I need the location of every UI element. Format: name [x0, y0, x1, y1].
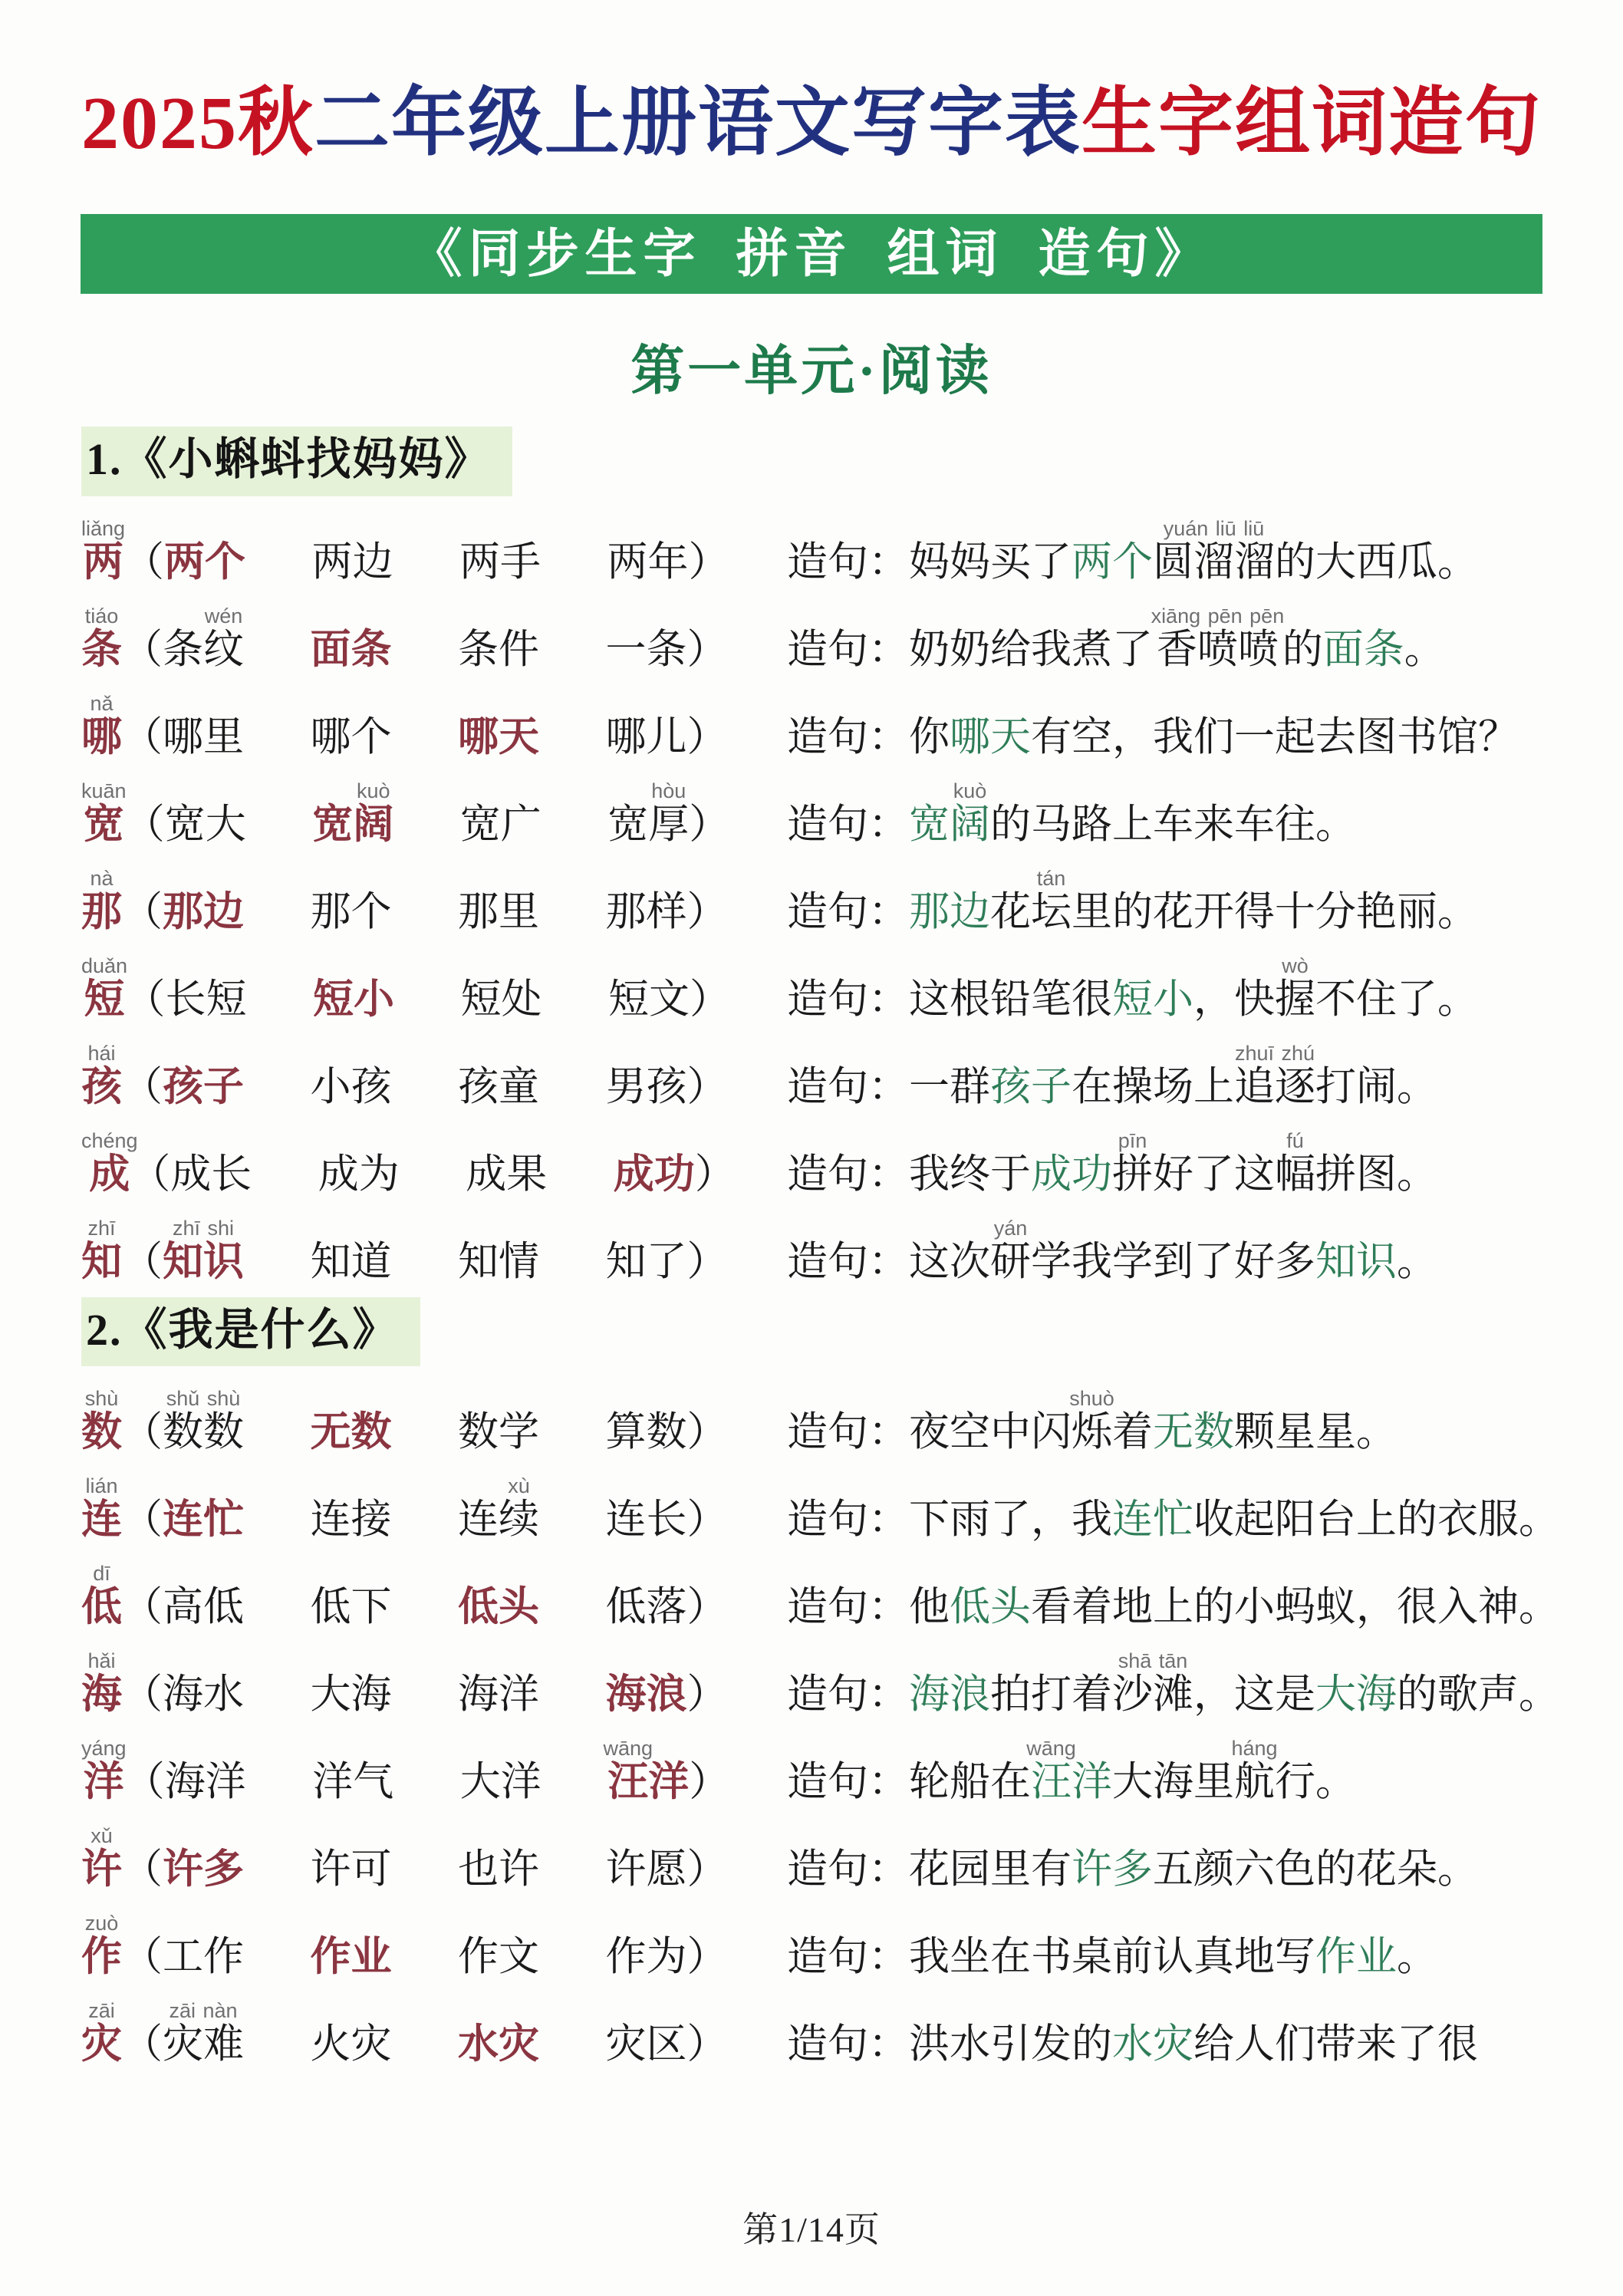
entry-sentence — [787, 1216, 1623, 1284]
pinyin-annotation: fú — [1275, 1128, 1315, 1152]
text-segment — [244, 1410, 311, 1454]
text-segment: 灾难zāi nàn — [163, 1999, 244, 2067]
headword-character: 成chéng — [81, 1128, 138, 1197]
zaoju-label: 造句： — [787, 1847, 909, 1892]
zaoju-label: 造句： — [787, 889, 909, 934]
text-segment: ） — [686, 1935, 728, 1980]
text-segment: 拼pīn — [1112, 1128, 1153, 1197]
entry-row — [81, 937, 1623, 1024]
entry-row — [81, 1544, 1623, 1632]
text-segment: ） — [686, 1239, 728, 1284]
text-segment: 海浪 — [605, 1672, 687, 1718]
entry-words — [81, 866, 787, 934]
text-segment: 幅fú — [1275, 1128, 1315, 1197]
headword-character: 宽kuān — [81, 779, 127, 847]
entry-sentence — [787, 716, 1623, 759]
zaoju-label: 造句： — [787, 802, 909, 847]
text-segment: ） — [686, 2022, 728, 2067]
zaoju-label: 造句： — [787, 1497, 909, 1543]
pinyin-annotation: zāi — [81, 1999, 122, 2023]
pinyin-annotation: duǎn — [81, 954, 128, 977]
text-segment: 孩子 — [163, 1064, 244, 1109]
text-segment: 握wò — [1275, 954, 1315, 1022]
zaoju-label: 造句： — [787, 1935, 909, 1980]
text-segment: 宽广 宽 — [393, 802, 649, 847]
text-segment: 两个 — [164, 539, 246, 585]
text-segment: 沙滩shā tān — [1112, 1649, 1193, 1718]
text-segment: 花 — [990, 889, 1031, 934]
text-segment: 那个 那里 那样 — [244, 889, 687, 934]
pinyin-annotation: yán — [990, 1216, 1031, 1240]
entry-row — [81, 1632, 1623, 1719]
text-segment: 拼图。 — [1315, 1151, 1437, 1197]
zaoju-label: 造句： — [787, 1151, 909, 1197]
text-segment: 成功 — [613, 1151, 695, 1197]
text-segment: 收起阳台上的衣服。 — [1193, 1497, 1559, 1543]
zaoju-label: 造句： — [787, 1239, 909, 1284]
text-segment: 连长 — [539, 1497, 687, 1543]
text-segment: 洪水引发的 — [909, 2022, 1112, 2067]
text-segment: 低落 — [539, 1585, 687, 1630]
text-segment: 大海里 — [1112, 1760, 1234, 1805]
text-segment: ） — [686, 1847, 728, 1892]
text-segment: 打闹。 — [1315, 1064, 1437, 1109]
entry-words — [81, 1564, 787, 1629]
text-segment: （条 — [122, 627, 203, 672]
text-segment: 许多 — [1072, 1847, 1153, 1892]
text-segment: 孩子 — [990, 1064, 1072, 1109]
page-number: 第1/14页 — [742, 2210, 881, 2249]
pinyin-annotation: hòu — [648, 779, 690, 802]
text-segment: （ — [123, 539, 165, 585]
text-segment: 。 — [1397, 1239, 1437, 1284]
page-title-part-2: 二年级上册语文写字表 — [314, 82, 1081, 165]
text-segment: （工作 — [122, 1935, 311, 1980]
text-segment: 汪wāng — [1026, 1737, 1076, 1805]
text-segment: ） — [686, 714, 728, 759]
text-segment: ） — [688, 539, 729, 585]
entry-words — [81, 2001, 787, 2066]
text-segment: 洋 — [648, 1760, 690, 1805]
pinyin-annotation: wāng — [603, 1737, 653, 1761]
text-segment: 低头 — [458, 1585, 539, 1630]
text-segment: 航háng — [1231, 1737, 1278, 1805]
text-segment: 作文 作为 — [391, 1935, 687, 1980]
pinyin-annotation: zhī shi — [163, 1216, 244, 1240]
text-segment: 里的花开得十分艳丽。 — [1072, 889, 1478, 934]
headword-character: 数shù — [81, 1387, 122, 1455]
entry-row — [81, 674, 1623, 762]
lesson-list — [81, 427, 1623, 2069]
entry-row — [81, 1981, 1623, 2069]
text-segment: 他 — [909, 1585, 950, 1630]
entry-words — [81, 604, 787, 672]
text-segment: ） — [689, 1760, 730, 1805]
text-segment — [244, 628, 311, 672]
text-segment: ，这是 — [1193, 1672, 1315, 1718]
text-segment: （ — [122, 1497, 163, 1543]
pinyin-annotation: pīn — [1112, 1128, 1153, 1152]
zaoju-label: 造句： — [787, 1585, 909, 1630]
entry-words — [81, 1128, 787, 1197]
entry-sentence — [787, 1848, 1623, 1891]
entry-sentence — [787, 1649, 1623, 1718]
headword-character: 低dī — [81, 1562, 122, 1630]
text-segment: 我终于 — [909, 1151, 1031, 1197]
entry-row — [81, 1199, 1623, 1286]
text-segment: 的 — [1282, 627, 1323, 672]
pinyin-annotation: shù — [81, 1387, 122, 1411]
text-segment: 作业 — [1315, 1935, 1397, 1980]
entry-row — [81, 499, 1623, 587]
entry-row — [81, 587, 1623, 674]
text-segment: 夜空中闪 — [909, 1410, 1072, 1455]
headword-character: 洋yáng — [81, 1737, 127, 1805]
text-segment: 续xù — [499, 1474, 539, 1543]
pinyin-annotation: tiáo — [81, 604, 122, 628]
text-segment: 水灾 — [458, 2022, 539, 2067]
entry-words — [81, 1649, 787, 1718]
pinyin-annotation: kuò — [353, 779, 394, 802]
headword-character: 灾zāi — [81, 1999, 122, 2067]
text-segment: 花园里有 — [909, 1847, 1072, 1892]
text-segment: 给人们带来了很 — [1193, 2022, 1478, 2067]
headword-character: 许xǔ — [81, 1824, 122, 1892]
pinyin-annotation: kuò — [950, 779, 990, 802]
text-segment: 下雨了，我 — [909, 1497, 1112, 1543]
entry-words — [81, 1389, 787, 1454]
entry-sentence — [787, 1935, 1623, 1978]
pinyin-annotation: hǎi — [81, 1649, 122, 1673]
text-segment: 许多 — [163, 1847, 244, 1892]
pinyin-annotation: zhī — [81, 1216, 122, 1240]
text-segment: ） — [694, 1151, 736, 1197]
text-segment: 灾区 — [539, 2022, 687, 2067]
text-segment: 作业 — [310, 1935, 392, 1980]
entry-row — [81, 762, 1623, 849]
text-segment: 知识zhī shi — [163, 1216, 244, 1284]
entry-sentence — [787, 604, 1623, 672]
text-segment: 两个 — [1072, 539, 1153, 585]
text-segment: 宽 — [312, 802, 354, 847]
pinyin-annotation: wāng — [1026, 1737, 1076, 1761]
text-segment: 我坐在书桌前认真地写 — [909, 1935, 1315, 1980]
pinyin-annotation: dī — [81, 1562, 122, 1586]
entry-words — [81, 516, 787, 585]
text-segment: 哪儿 — [539, 714, 687, 759]
text-segment: 香喷喷xiāng pēn pēn — [1151, 604, 1285, 672]
entry-words — [81, 1739, 787, 1804]
zaoju-label: 造句： — [787, 1064, 909, 1109]
text-segment: 知识 — [1315, 1239, 1397, 1284]
pinyin-annotation: tán — [1031, 866, 1072, 890]
text-segment: 短小 — [1112, 977, 1193, 1022]
zaoju-label: 造句： — [787, 1672, 909, 1718]
pinyin-annotation: xǔ — [81, 1824, 122, 1848]
headword-character: 连lián — [81, 1474, 122, 1543]
pinyin-annotation: hái — [81, 1041, 122, 1065]
text-segment: 的歌声。 — [1397, 1672, 1559, 1718]
text-segment: 低头 — [950, 1585, 1031, 1630]
entry-row — [81, 1807, 1623, 1894]
text-segment: （海水 大海 海洋 — [122, 1672, 606, 1718]
text-segment: 那边 — [909, 889, 990, 934]
text-segment: （ — [122, 1410, 163, 1455]
pinyin-annotation: shuò — [1069, 1387, 1114, 1411]
zaoju-label: 造句： — [787, 1760, 909, 1805]
pinyin-annotation: xù — [499, 1474, 539, 1498]
text-segment: 着 — [1112, 1410, 1153, 1455]
zaoju-label: 造句： — [787, 977, 909, 1022]
text-segment: 圆溜溜yuán liū liū — [1153, 516, 1275, 585]
text-segment: 两边 两手 两年 — [245, 539, 689, 585]
entry-sentence — [787, 954, 1623, 1022]
text-segment: ，快 — [1193, 977, 1275, 1022]
pinyin-annotation: háng — [1231, 1737, 1278, 1761]
text-segment: 火灾 — [244, 2022, 458, 2067]
text-segment: 连忙 — [163, 1497, 244, 1543]
pinyin-annotation: wò — [1275, 954, 1315, 977]
text-segment: 的大西瓜。 — [1275, 539, 1478, 585]
pinyin-annotation: yuán liū liū — [1153, 516, 1275, 540]
entry-row — [81, 1024, 1623, 1112]
text-segment: （海洋 洋气 大洋 — [123, 1760, 608, 1805]
text-segment: （ — [122, 889, 163, 934]
text-segment: 不住了。 — [1315, 977, 1478, 1022]
text-segment: 五颜六色的花朵。 — [1153, 1847, 1478, 1892]
zaoju-label: 造句： — [787, 1410, 909, 1455]
text-segment: 汪wāng — [603, 1737, 653, 1805]
text-segment: 学我学到了好多 — [1031, 1239, 1315, 1284]
text-segment: 有空，我们一起去图书馆？ — [1031, 714, 1519, 759]
entry-sentence — [787, 866, 1623, 934]
text-segment: 那边 — [163, 889, 244, 934]
entry-words — [81, 954, 787, 1022]
text-segment: 颗星星。 — [1234, 1410, 1397, 1455]
entry-sentence — [787, 1128, 1623, 1197]
entry-sentence — [787, 1498, 1623, 1541]
text-segment: （高低 低下 — [122, 1585, 458, 1630]
text-segment: 哪天 — [458, 714, 539, 759]
text-segment: 。 — [1404, 627, 1445, 672]
pinyin-annotation: lián — [81, 1474, 122, 1498]
text-segment: 大海 — [1315, 1672, 1397, 1718]
headword-character: 条tiáo — [81, 604, 122, 672]
text-segment: 一群 — [909, 1064, 990, 1109]
headword-character: 短duǎn — [81, 954, 128, 1022]
entry-words — [81, 1914, 787, 1978]
text-segment: ） — [689, 802, 730, 847]
page-title — [0, 0, 1623, 171]
entry-sentence — [787, 2023, 1623, 2066]
text-segment: ） — [686, 1497, 728, 1543]
text-segment: 短小 — [313, 977, 395, 1022]
text-segment: 面条 — [310, 627, 392, 672]
entry-words — [81, 779, 787, 847]
entry-words — [81, 1041, 787, 1109]
entry-words — [81, 691, 787, 759]
pinyin-annotation: kuān — [81, 779, 127, 802]
zaoju-label: 造句： — [787, 627, 909, 672]
unit-heading: 第一单元·阅读 — [630, 341, 993, 401]
headword-character: 那nà — [81, 866, 122, 934]
page-title-part-3: 生字组词造句 — [1081, 82, 1542, 165]
text-segment: ） — [686, 1585, 728, 1630]
entry-row — [81, 1112, 1623, 1199]
text-segment: 轮船在 — [909, 1760, 1031, 1805]
text-segment: 面条 — [1322, 627, 1404, 672]
text-segment: （哪里 哪个 — [122, 714, 458, 759]
text-segment: ） — [686, 1064, 728, 1109]
text-segment: 洋 — [1072, 1760, 1112, 1805]
text-segment: 水灾 — [1112, 2022, 1193, 2067]
entry-words — [81, 1824, 787, 1892]
entry-sentence — [787, 1041, 1623, 1109]
text-segment: ） — [686, 627, 728, 672]
text-segment: （ — [122, 1847, 163, 1892]
text-segment: 连忙 — [1112, 1497, 1193, 1543]
banner-heading: 《同步生字 拼音 组词 造句》 — [81, 214, 1542, 294]
text-segment: 这根铅笔很 — [909, 977, 1112, 1022]
pinyin-annotation: xiāng pēn pēn — [1151, 604, 1285, 628]
zaoju-label: 造句： — [787, 714, 909, 759]
text-segment: 数数shǔ shù — [163, 1387, 244, 1455]
entry-sentence — [787, 1739, 1623, 1804]
text-segment: （成长 成为 成果 — [130, 1151, 614, 1197]
pinyin-annotation: shā tān — [1112, 1649, 1193, 1673]
pinyin-annotation: nà — [81, 866, 122, 890]
entry-row — [81, 1457, 1623, 1544]
text-segment: 的马路上车来车往。 — [990, 802, 1356, 847]
text-segment: 哪天 — [950, 714, 1031, 759]
text-segment: 条件 一条 — [391, 627, 687, 672]
text-segment: ） — [690, 977, 731, 1022]
text-segment: 无数 — [310, 1410, 392, 1455]
entry-words — [81, 1474, 787, 1543]
text-segment: ） — [686, 889, 728, 934]
headword-character: 海hǎi — [81, 1649, 122, 1718]
text-segment: 阔kuò — [950, 779, 990, 847]
text-segment: 小孩 孩童 男孩 — [244, 1064, 687, 1109]
text-segment: 知道 知情 知了 — [244, 1239, 687, 1284]
pinyin-annotation: shǔ shù — [163, 1387, 244, 1411]
text-segment: 海浪 — [909, 1672, 990, 1718]
text-segment: 坛tán — [1031, 866, 1072, 934]
text-segment: 成功 — [1031, 1151, 1112, 1197]
pinyin-annotation: wén — [203, 604, 244, 628]
text-segment: 行。 — [1275, 1760, 1356, 1805]
text-segment: 无数 — [1153, 1410, 1234, 1455]
text-segment: ） — [686, 1410, 728, 1455]
text-segment: 研yán — [990, 1216, 1031, 1284]
entry-row — [81, 849, 1623, 937]
entry-sentence — [787, 1586, 1623, 1629]
pinyin-annotation: chéng — [81, 1128, 138, 1152]
text-segment: 短处 短文 — [394, 977, 690, 1022]
text-segment: 连接 连 — [244, 1497, 499, 1543]
text-segment: （ — [122, 1064, 163, 1109]
text-segment: （宽大 — [123, 802, 313, 847]
lesson-heading: 1.《小蝌蚪找妈妈》 — [81, 427, 512, 496]
zaoju-label: 造句： — [787, 2022, 909, 2067]
entry-sentence — [787, 779, 1623, 847]
text-segment: 在操场上 — [1072, 1064, 1234, 1109]
text-segment: （ — [122, 1239, 163, 1284]
text-segment: （长短 — [124, 977, 314, 1022]
pinyin-annotation: liǎng — [81, 516, 126, 540]
zaoju-label: 造句： — [787, 539, 909, 585]
text-segment: 好了这 — [1153, 1151, 1275, 1197]
entry-sentence — [787, 516, 1623, 585]
text-segment: 数学 算数 — [391, 1410, 687, 1455]
text-segment: 你 — [909, 714, 950, 759]
pinyin-annotation: zuò — [81, 1912, 122, 1935]
pinyin-annotation: nǎ — [81, 691, 122, 715]
text-segment: 宽 — [909, 802, 950, 847]
entry-row — [81, 1369, 1623, 1457]
text-segment: 看着地上的小蚂蚁，很入神。 — [1031, 1585, 1559, 1630]
text-segment: 奶奶给我煮了 — [909, 627, 1153, 672]
text-segment: 。 — [1397, 1935, 1437, 1980]
text-segment: 许可 也许 许愿 — [244, 1847, 687, 1892]
entry-sentence — [787, 1389, 1623, 1454]
entry-row — [81, 1894, 1623, 1981]
text-segment: 阔kuò — [353, 779, 394, 847]
headword-character: 知zhī — [81, 1216, 122, 1284]
text-segment: 追逐zhuī zhú — [1234, 1041, 1315, 1109]
entry-words — [81, 1216, 787, 1284]
pinyin-annotation: zhuī zhú — [1234, 1041, 1315, 1065]
pinyin-annotation: zāi nàn — [163, 1999, 244, 2023]
entry-row — [81, 1719, 1623, 1807]
text-segment: 这次 — [909, 1239, 990, 1284]
text-segment: （ — [122, 2022, 163, 2067]
headword-character: 孩hái — [81, 1041, 122, 1109]
text-segment: 厚hòu — [648, 779, 690, 847]
headword-character: 哪nǎ — [81, 691, 122, 759]
lesson-heading: 2.《我是什么》 — [81, 1297, 420, 1367]
text-segment: 纹wén — [203, 604, 244, 672]
pinyin-annotation: yáng — [81, 1737, 127, 1761]
text-segment: 烁shuò — [1069, 1387, 1114, 1455]
page-title-part-1: 2025秋 — [81, 82, 314, 165]
headword-character: 作zuò — [81, 1912, 122, 1980]
text-segment: 妈妈买了 — [909, 539, 1072, 585]
text-segment: ） — [686, 1672, 728, 1718]
text-segment: 拍打着 — [990, 1672, 1112, 1718]
headword-character: 两liǎng — [81, 516, 126, 585]
